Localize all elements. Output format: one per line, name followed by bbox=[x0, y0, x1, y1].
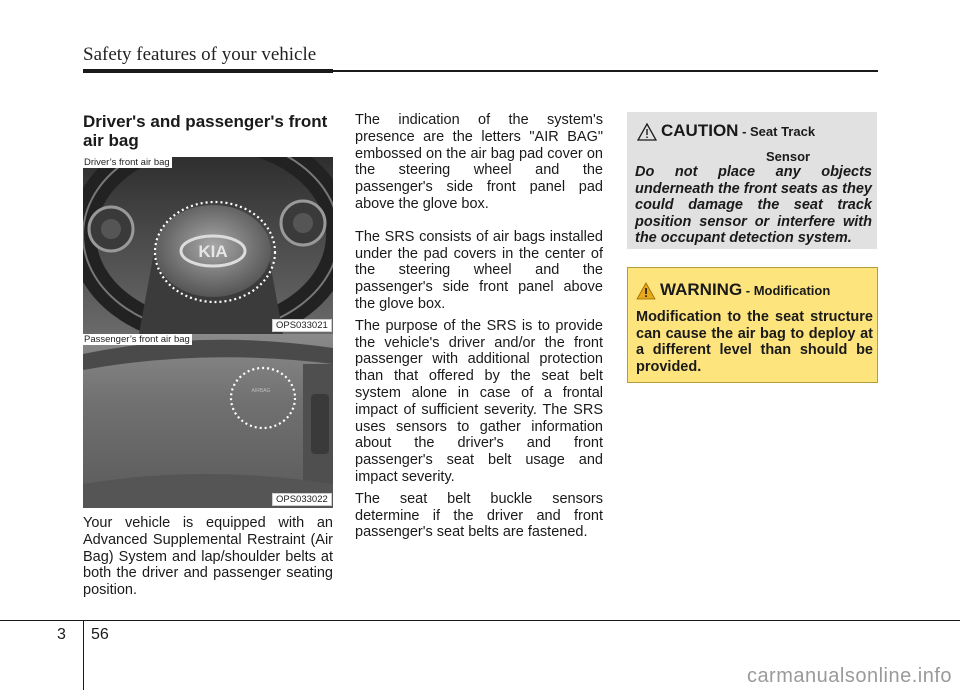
warning-triangle-icon bbox=[636, 282, 656, 300]
paragraph-buckle-sensors: The seat belt buckle sensors determine if the driver and front passenger's seat belts are fastened. bbox=[355, 490, 603, 541]
airbag-emboss: AIRBAG bbox=[251, 388, 271, 394]
header-rule-thin bbox=[333, 70, 878, 72]
warning-box bbox=[627, 267, 878, 383]
caution-heading bbox=[635, 121, 870, 164]
page-number: 56 bbox=[91, 626, 109, 643]
driver-figure-label: Driver’s front air bag bbox=[84, 157, 170, 168]
footer-rule bbox=[0, 620, 960, 621]
footer-divider bbox=[83, 621, 84, 690]
warning-heading bbox=[636, 280, 871, 300]
paragraph-indication: The indication of the system's presence are the letters "AIR BAG" embossed on the air bag pad cover on the steering wheel and the passenger's side front panel pad above the glove box. bbox=[355, 112, 603, 212]
left-column-text bbox=[83, 515, 333, 615]
header-rule bbox=[83, 69, 333, 73]
caution-text: Do not place any objects underneath the front seats as they could damage the seat track position sensor or interfere with the occupant detection system. bbox=[635, 164, 872, 247]
passenger-figure-code: OPS033022 bbox=[272, 493, 332, 506]
paragraph-srs-purpose: The purpose of the SRS is to provide the vehicle's driver and/or the front passenger with additional protection than that offered by the seat belt system alone in case of a frontal impact of sufficient severity. The SRS uses sensors to gather information about the driver's and front passenger's seat belt usage and impact severity. bbox=[355, 317, 603, 485]
caution-subtitle-line2: Sensor bbox=[766, 149, 811, 164]
caution-subtitle: - Seat Track bbox=[738, 124, 816, 139]
middle-column-text bbox=[355, 112, 603, 557]
chapter-number: 3 bbox=[57, 626, 66, 643]
header-title: Safety features of your vehicle bbox=[83, 44, 317, 65]
watermark: carmanualsonline.info bbox=[746, 665, 952, 687]
driver-figure-code: OPS033021 bbox=[272, 319, 332, 332]
warning-subtitle: - Modification bbox=[742, 283, 831, 298]
kia-logo: KIA bbox=[198, 242, 228, 261]
paragraph-srs-components: The SRS consists of air bags installed under the pad covers in the center of the steering wheel and the passenger's side front panel above the glove box. bbox=[355, 228, 603, 312]
passenger-airbag-figure bbox=[83, 334, 333, 508]
dashboard-illustration bbox=[83, 334, 333, 508]
warning-title: WARNING bbox=[660, 280, 743, 299]
caution-box bbox=[627, 112, 877, 249]
passenger-figure-label: Passenger’s front air bag bbox=[84, 334, 190, 345]
section-title: Driver's and passenger's front air bag bbox=[83, 112, 328, 150]
caution-title: CAUTION bbox=[661, 121, 739, 140]
caution-triangle-icon bbox=[637, 123, 657, 141]
driver-airbag-figure bbox=[83, 157, 333, 334]
intro-paragraph: Your vehicle is equipped with an Advanced Supplemental Restraint (Air Bag) System and lap/shoulder belts at both the driver and passenger seating position. bbox=[83, 515, 333, 599]
steering-wheel-illustration bbox=[83, 157, 333, 334]
warning-text: Modification to the seat structure can cause the air bag to deploy at a different level than should be provided. bbox=[636, 309, 873, 375]
